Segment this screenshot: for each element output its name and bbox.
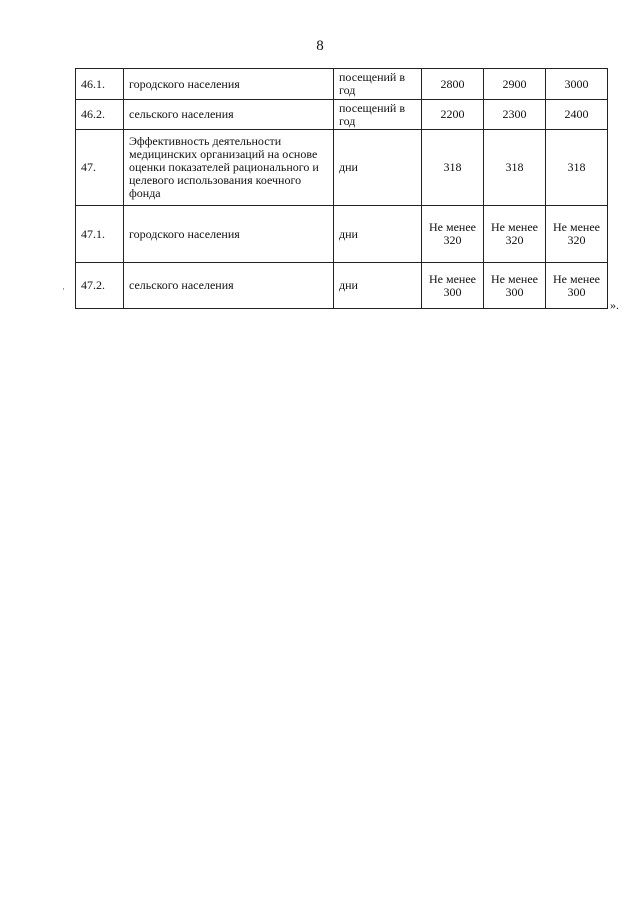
value-cell: 2900 <box>484 69 546 100</box>
value-cell: 318 <box>422 130 484 206</box>
value-cell: 2400 <box>546 100 608 130</box>
indicator-name: сельского населения <box>124 263 334 309</box>
value-cell: 2200 <box>422 100 484 130</box>
indicators-table <box>75 68 608 309</box>
row-number: 46.1. <box>76 69 124 100</box>
page-number: 8 <box>316 38 324 54</box>
value-cell: 3000 <box>546 69 608 100</box>
value-cell: Не менее 320 <box>546 206 608 263</box>
value-cell: Не менее 300 <box>422 263 484 309</box>
indicator-name: Эффективность деятельности медицинских организаций на основе оценки показателей рационального и целевого использования коечного фонда <box>124 130 334 206</box>
value-cell: 318 <box>546 130 608 206</box>
table-row <box>76 69 608 100</box>
value-cell: 318 <box>484 130 546 206</box>
value-cell: Не менее 320 <box>484 206 546 263</box>
table-row <box>76 100 608 130</box>
table-row <box>76 206 608 263</box>
unit-cell: посещений в год <box>334 100 422 130</box>
table-row <box>76 130 608 206</box>
closing-quote-mark: ». <box>610 298 619 312</box>
value-cell: Не менее 300 <box>546 263 608 309</box>
indicator-name: городского населения <box>124 206 334 263</box>
unit-cell: посещений в год <box>334 69 422 100</box>
indicator-name: городского населения <box>124 69 334 100</box>
row-number: 47.1. <box>76 206 124 263</box>
unit-cell: дни <box>334 263 422 309</box>
indicator-name: сельского населения <box>124 100 334 130</box>
unit-cell: дни <box>334 130 422 206</box>
unit-cell: дни <box>334 206 422 263</box>
row-number: 46.2. <box>76 100 124 130</box>
value-cell: 2800 <box>422 69 484 100</box>
row-number: 47. <box>76 130 124 206</box>
value-cell: Не менее 300 <box>484 263 546 309</box>
row-number: 47.2. <box>76 263 124 309</box>
value-cell: Не менее 320 <box>422 206 484 263</box>
table-row <box>76 263 608 309</box>
value-cell: 2300 <box>484 100 546 130</box>
stray-mark: · <box>62 284 65 294</box>
